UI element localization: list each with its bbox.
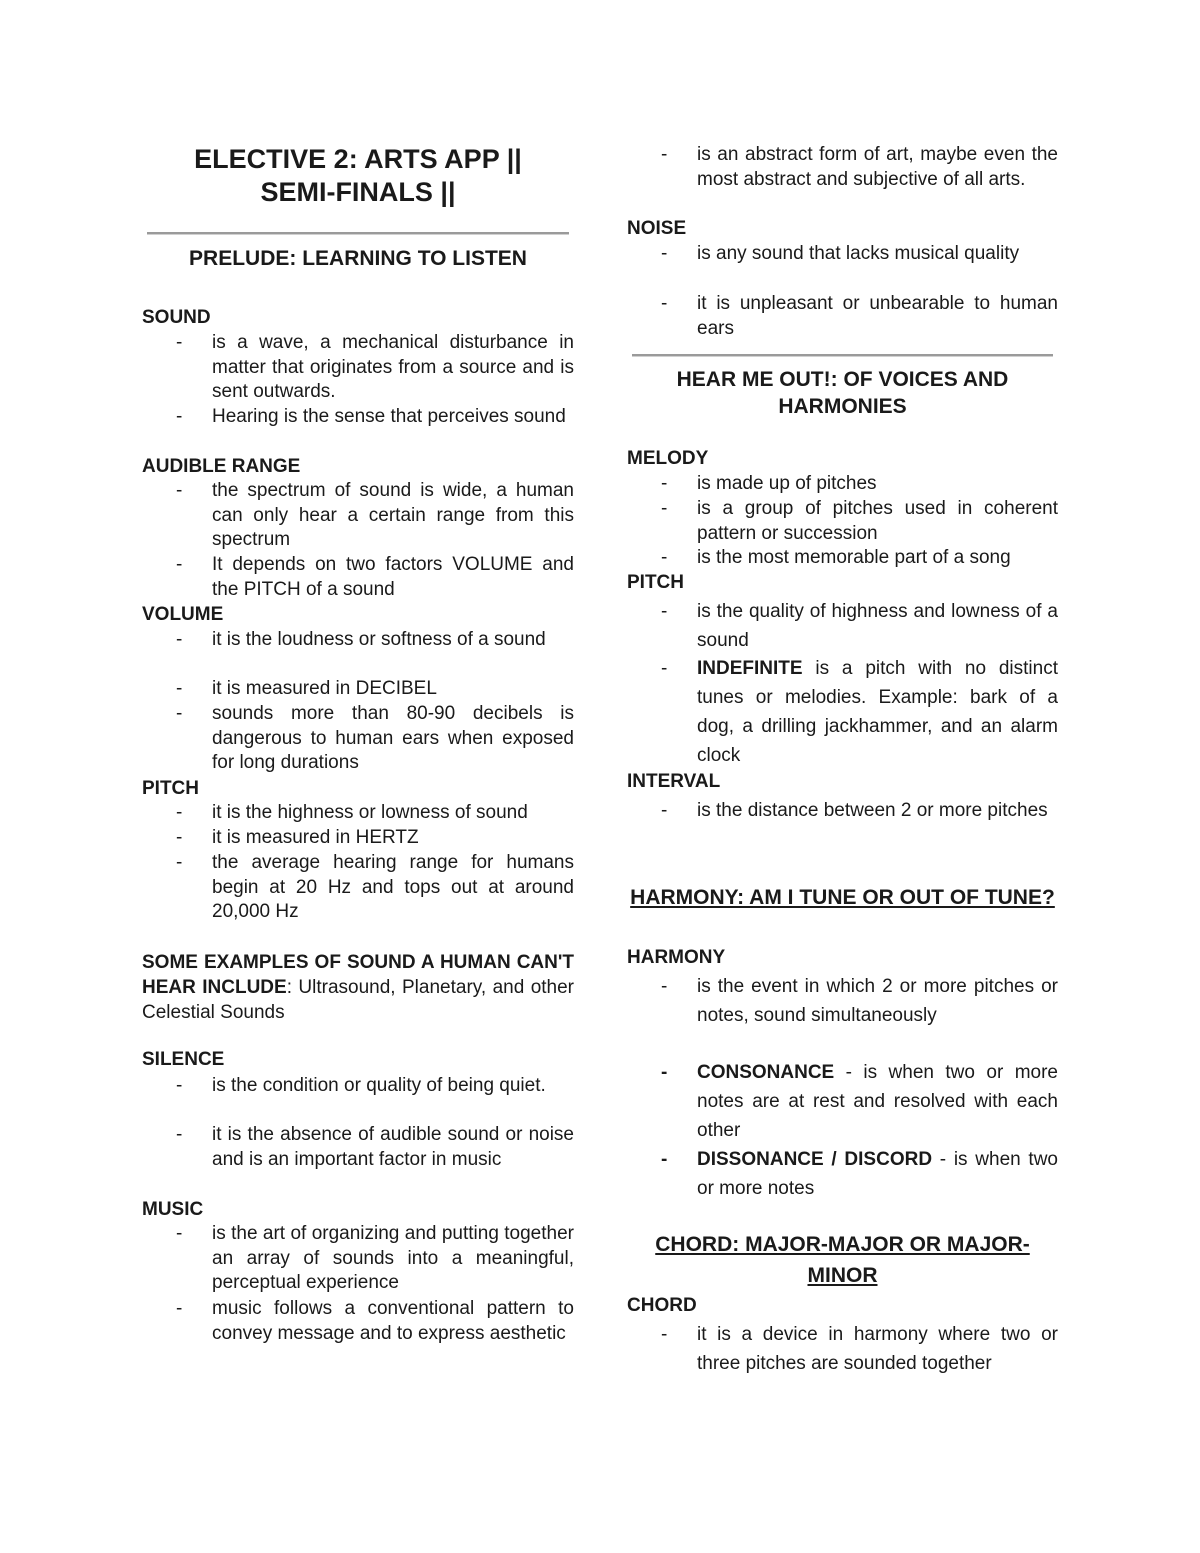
heading-audible-range: AUDIBLE RANGE (142, 456, 301, 477)
divider-right (632, 354, 1053, 357)
heading-harmony: HARMONY (627, 947, 726, 968)
section-title-chord: CHORD: MAJOR-MAJOR OR MAJOR-MINOR (655, 1233, 1030, 1287)
list-item: - Hearing is the sense that perceives sound (176, 406, 566, 427)
heading-music: MUSIC (142, 1199, 204, 1220)
section-title-harmony: HARMONY: AM I TUNE OR OUT OF TUNE? (630, 886, 1055, 909)
list-item: - DISSONANCE / DISCORD - is when two or more notes (661, 1149, 1059, 1199)
title-line-2: SEMI-FINALS || (260, 177, 456, 207)
list-item: - it is measured in DECIBEL (176, 678, 437, 699)
list-item: - it is measured in HERTZ (176, 827, 419, 848)
list-item: - is the distance between 2 or more pitches (661, 800, 1048, 821)
examples-paragraph: SOME EXAMPLES OF SOUND A HUMAN CAN'T HEAR INCLUDE: Ultrasound, Planetary, and other Celestial Sounds (142, 952, 575, 1023)
title-line-1: ELECTIVE 2: ARTS APP || (194, 144, 522, 174)
list-item: - music follows a conventional pattern to convey message and to express aesthetic (176, 1298, 574, 1344)
list-item: - CONSONANCE - is when two or more notes are at rest and resolved with each other (661, 1062, 1058, 1141)
heading-silence: SILENCE (142, 1049, 225, 1070)
list-item: - It depends on two factors VOLUME and the PITCH of a sound (176, 554, 574, 600)
heading-pitch-right: PITCH (627, 572, 684, 593)
document-title (142, 143, 574, 209)
list-item: - it is the highness or lowness of sound (176, 802, 528, 823)
list-item: - sounds more than 80-90 decibels is dangerous to human ears when exposed for long durations (176, 703, 574, 773)
list-item: - is the event in which 2 or more pitches or notes, sound simultaneously (661, 976, 1058, 1026)
list-item: - is made up of pitches (661, 473, 877, 494)
list-item: - is any sound that lacks musical quality (661, 243, 1020, 264)
list-item: - INDEFINITE is a pitch with no distinct tunes or melodies. Example: bark of a dog, a drilling jackhammer, and an alarm clock (661, 658, 1058, 766)
heading-pitch: PITCH (142, 778, 199, 799)
list-item: - is the most memorable part of a song (661, 547, 1011, 568)
heading-chord: CHORD (627, 1295, 697, 1316)
heading-volume: VOLUME (142, 604, 224, 625)
list-item: - it is a device in harmony where two or three pitches are sounded together (661, 1324, 1058, 1374)
list-item: - the average hearing range for humans begin at 20 Hz and tops out at around 20,000 Hz (176, 852, 574, 922)
list-item: - it is the loudness or softness of a sound (176, 629, 546, 650)
heading-sound: SOUND (142, 307, 211, 328)
divider-left (147, 232, 569, 235)
list-item: - is the quality of highness and lowness of a sound (661, 601, 1058, 651)
list-item: - the spectrum of sound is wide, a human can only hear a certain range from this spectrum (176, 480, 574, 550)
heading-interval: INTERVAL (627, 771, 721, 792)
section-title-prelude: PRELUDE: LEARNING TO LISTEN (189, 247, 527, 270)
heading-noise: NOISE (627, 218, 687, 239)
list-item: - is an abstract form of art, maybe even the most abstract and subjective of all arts. (661, 144, 1058, 190)
list-item: - is the art of organizing and putting together an array of sounds into a meaningful, perceptual experience (176, 1223, 574, 1293)
list-item: - it is the absence of audible sound or noise and is an important factor in music (176, 1124, 574, 1170)
list-item: - is a group of pitches used in coherent pattern or succession (661, 498, 1058, 544)
list-item: - it is unpleasant or unbearable to human ears (661, 293, 1058, 339)
section-title-hear-me-out: HEAR ME OUT!: OF VOICES AND HARMONIES (676, 368, 1009, 418)
list-item: - is the condition or quality of being quiet. (176, 1075, 546, 1096)
list-item: - is a wave, a mechanical disturbance in matter that originates from a source and is sent outwards. (176, 332, 574, 402)
heading-melody: MELODY (627, 448, 709, 469)
